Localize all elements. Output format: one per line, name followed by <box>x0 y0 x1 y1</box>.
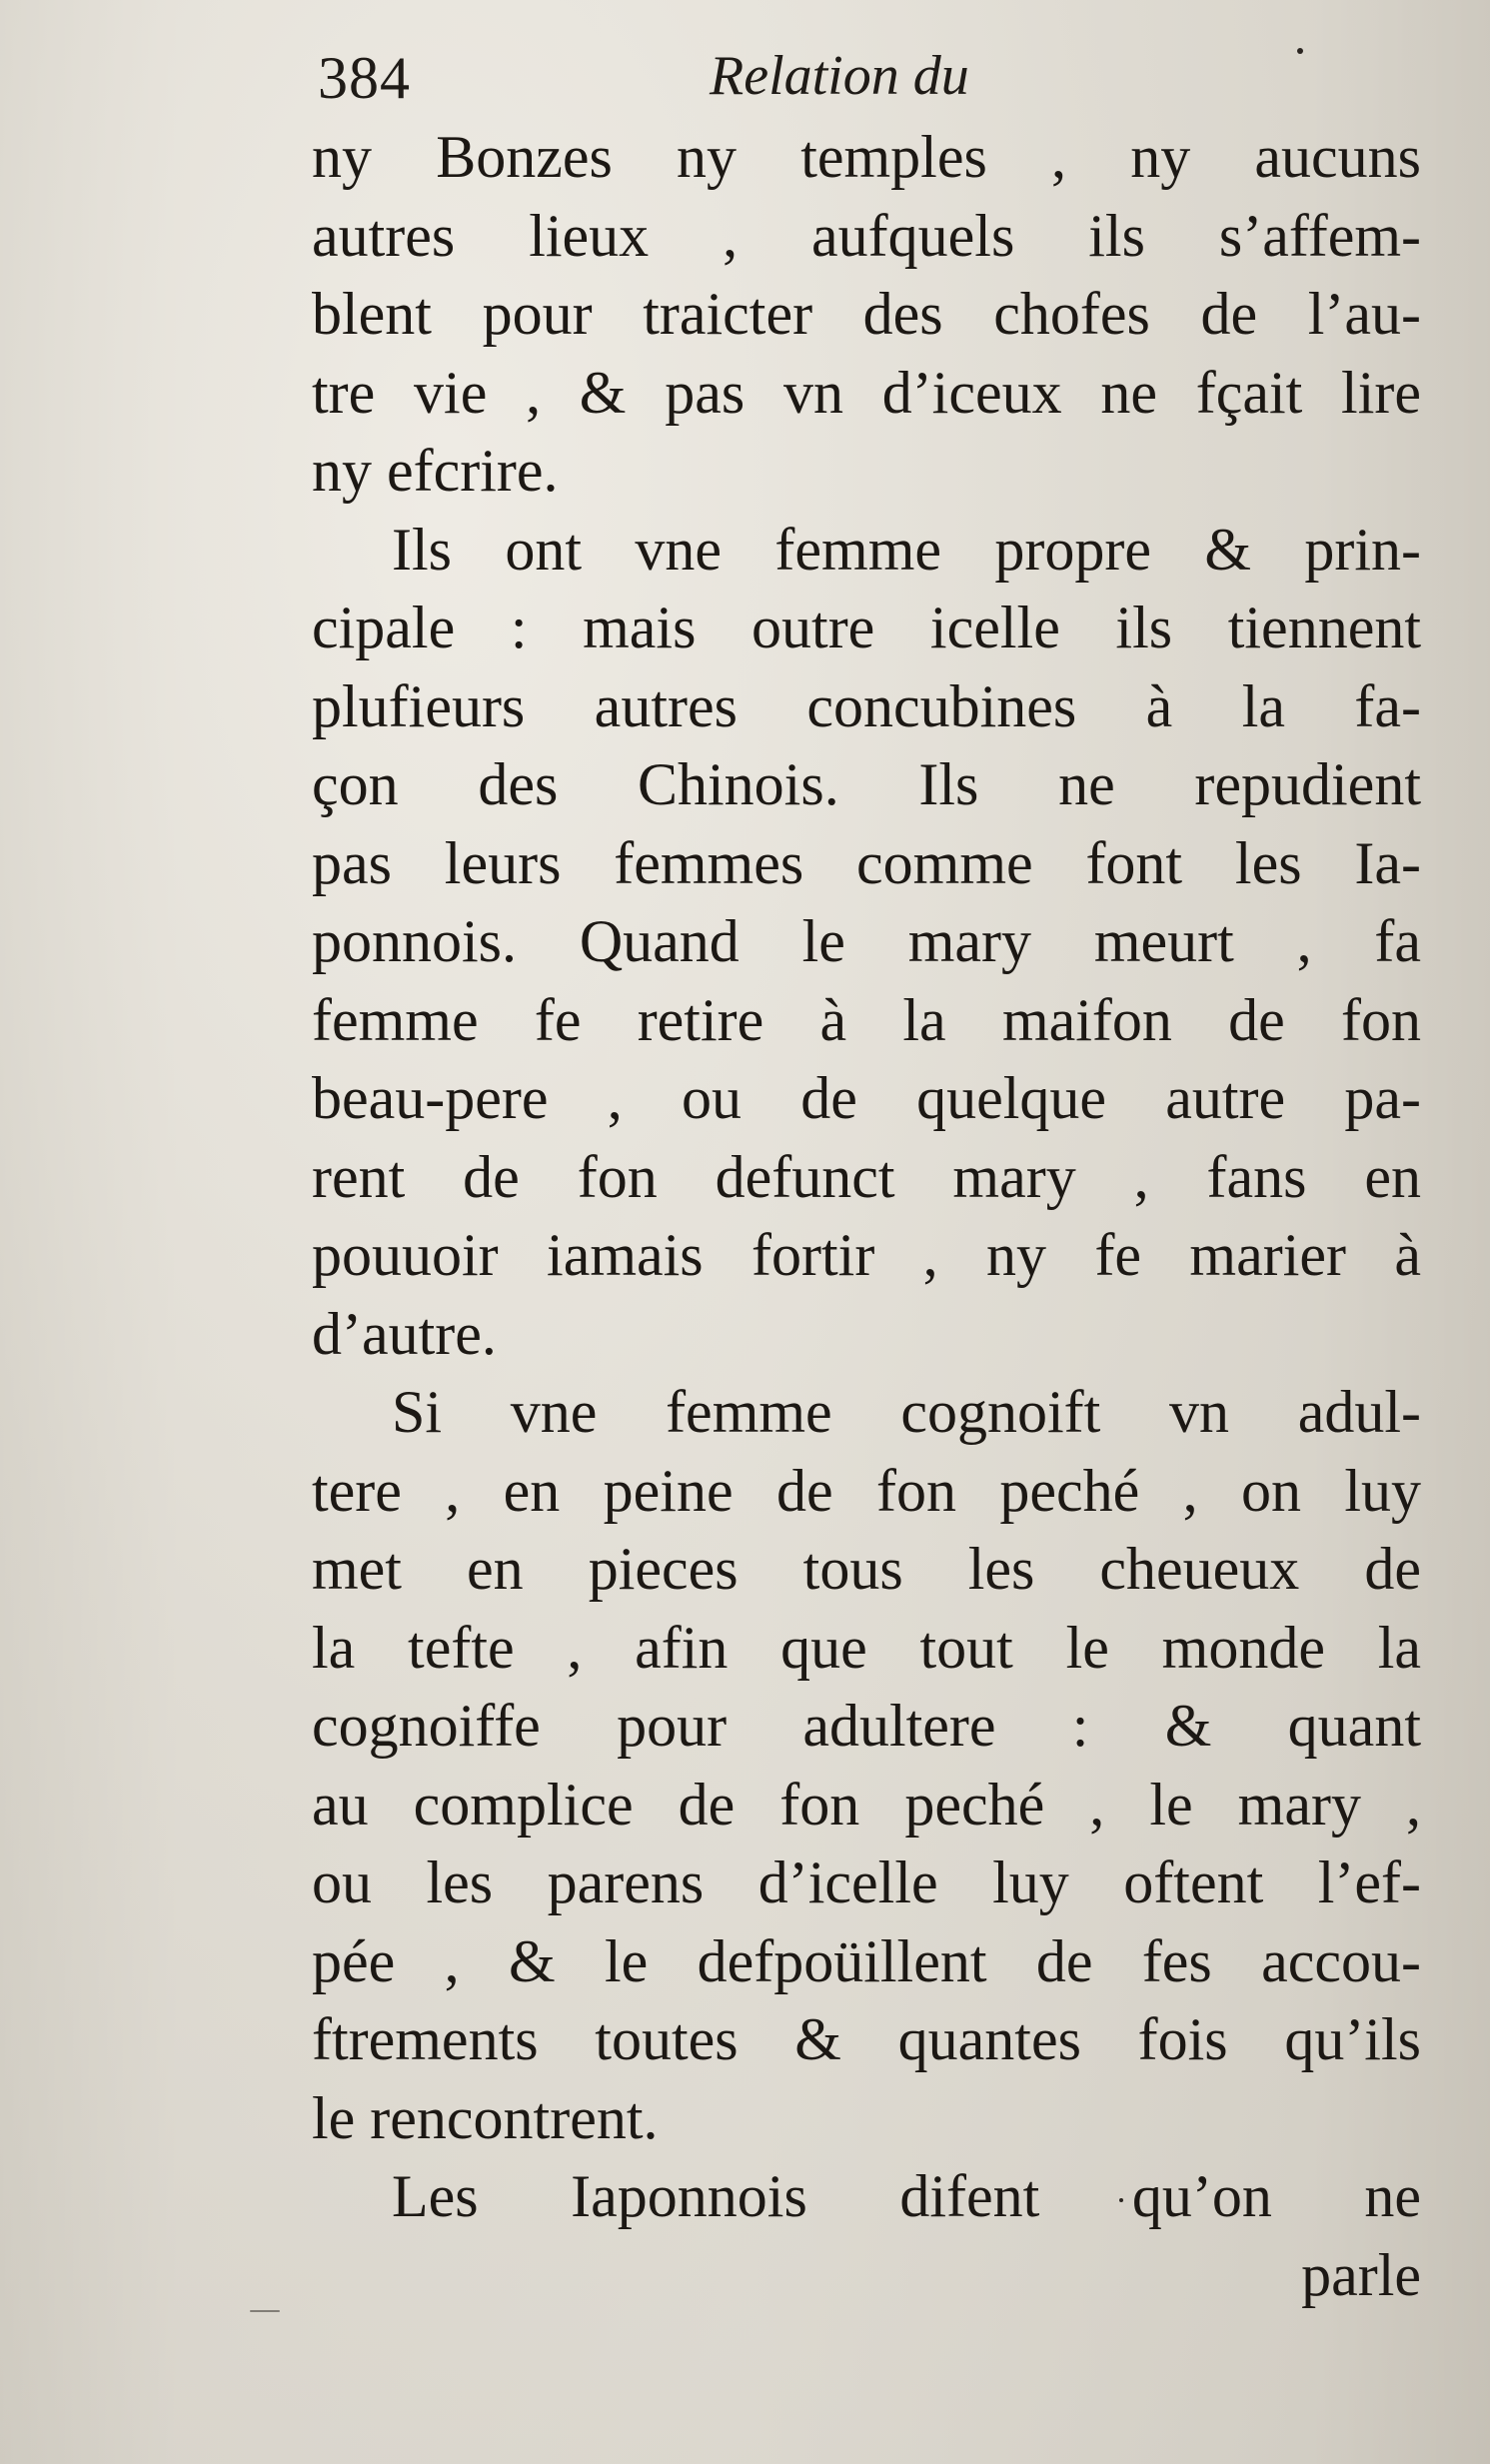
text-line: pouuoir iamais fortir , ny fe marier à <box>312 1222 1421 1288</box>
catchword: parle <box>1301 2241 1421 2308</box>
text-line: Les Iaponnois difent qu’on ne <box>392 2163 1421 2229</box>
text-line: beau-pere , ou de quelque autre pa- <box>312 1065 1421 1131</box>
text-line: plufieurs autres concubines à la fa- <box>312 672 1421 739</box>
text-line: ponnois. Quand le mary meurt , fa <box>312 908 1421 974</box>
text-line: au complice de fon peché , le mary , <box>312 1771 1421 1838</box>
text-line: çon des Chinois. Ils ne repudient <box>312 751 1421 817</box>
text-line: tre vie , & pas vn d’iceux ne fçait lire <box>312 359 1421 426</box>
text-line: ftrements toutes & quantes fois qu’ils <box>312 2006 1421 2072</box>
body-text <box>312 118 1421 2314</box>
page-header <box>318 40 1417 130</box>
text-line: la tefte , afin que tout le monde la <box>312 1614 1421 1681</box>
text-line: ny Bonzes ny temples , ny aucuns <box>312 124 1421 190</box>
text-line: met en pieces tous les cheueux de <box>312 1536 1421 1602</box>
text-line: femme fe retire à la maifon de fon <box>312 986 1421 1053</box>
text-line: tere , en peine de fon peché , on luy <box>312 1457 1421 1524</box>
running-head: Relation du <box>710 45 969 107</box>
text-line: autres lieux , aufquels ils s’affem- <box>312 202 1421 269</box>
text-line: Ils ont vne femme propre & prin- <box>392 516 1421 583</box>
text-line: cipale : mais outre icelle ils tiennent <box>312 595 1421 660</box>
text-line: cognoiffe pour adultere : & quant <box>312 1693 1421 1759</box>
page-number: 384 <box>318 45 411 111</box>
text-line: rent de fon defunct mary , fans en <box>312 1143 1421 1210</box>
text-line: pée , & le defpoüillent de fes accou- <box>312 1927 1421 1994</box>
ink-speck <box>250 2310 280 2312</box>
text-line: pas leurs femmes comme font les Ia- <box>312 829 1421 896</box>
text-line: ou les parens d’icelle luy oftent l’ef- <box>312 1849 1421 1915</box>
text-line: d’autre. <box>312 1300 497 1367</box>
text-line: ny efcrire. <box>312 438 559 504</box>
text-line: blent pour traicter des chofes de l’au- <box>312 281 1421 347</box>
text-line: le rencontrent. <box>312 2084 659 2151</box>
text-line: Si vne femme cognoift vn adul- <box>392 1379 1421 1445</box>
